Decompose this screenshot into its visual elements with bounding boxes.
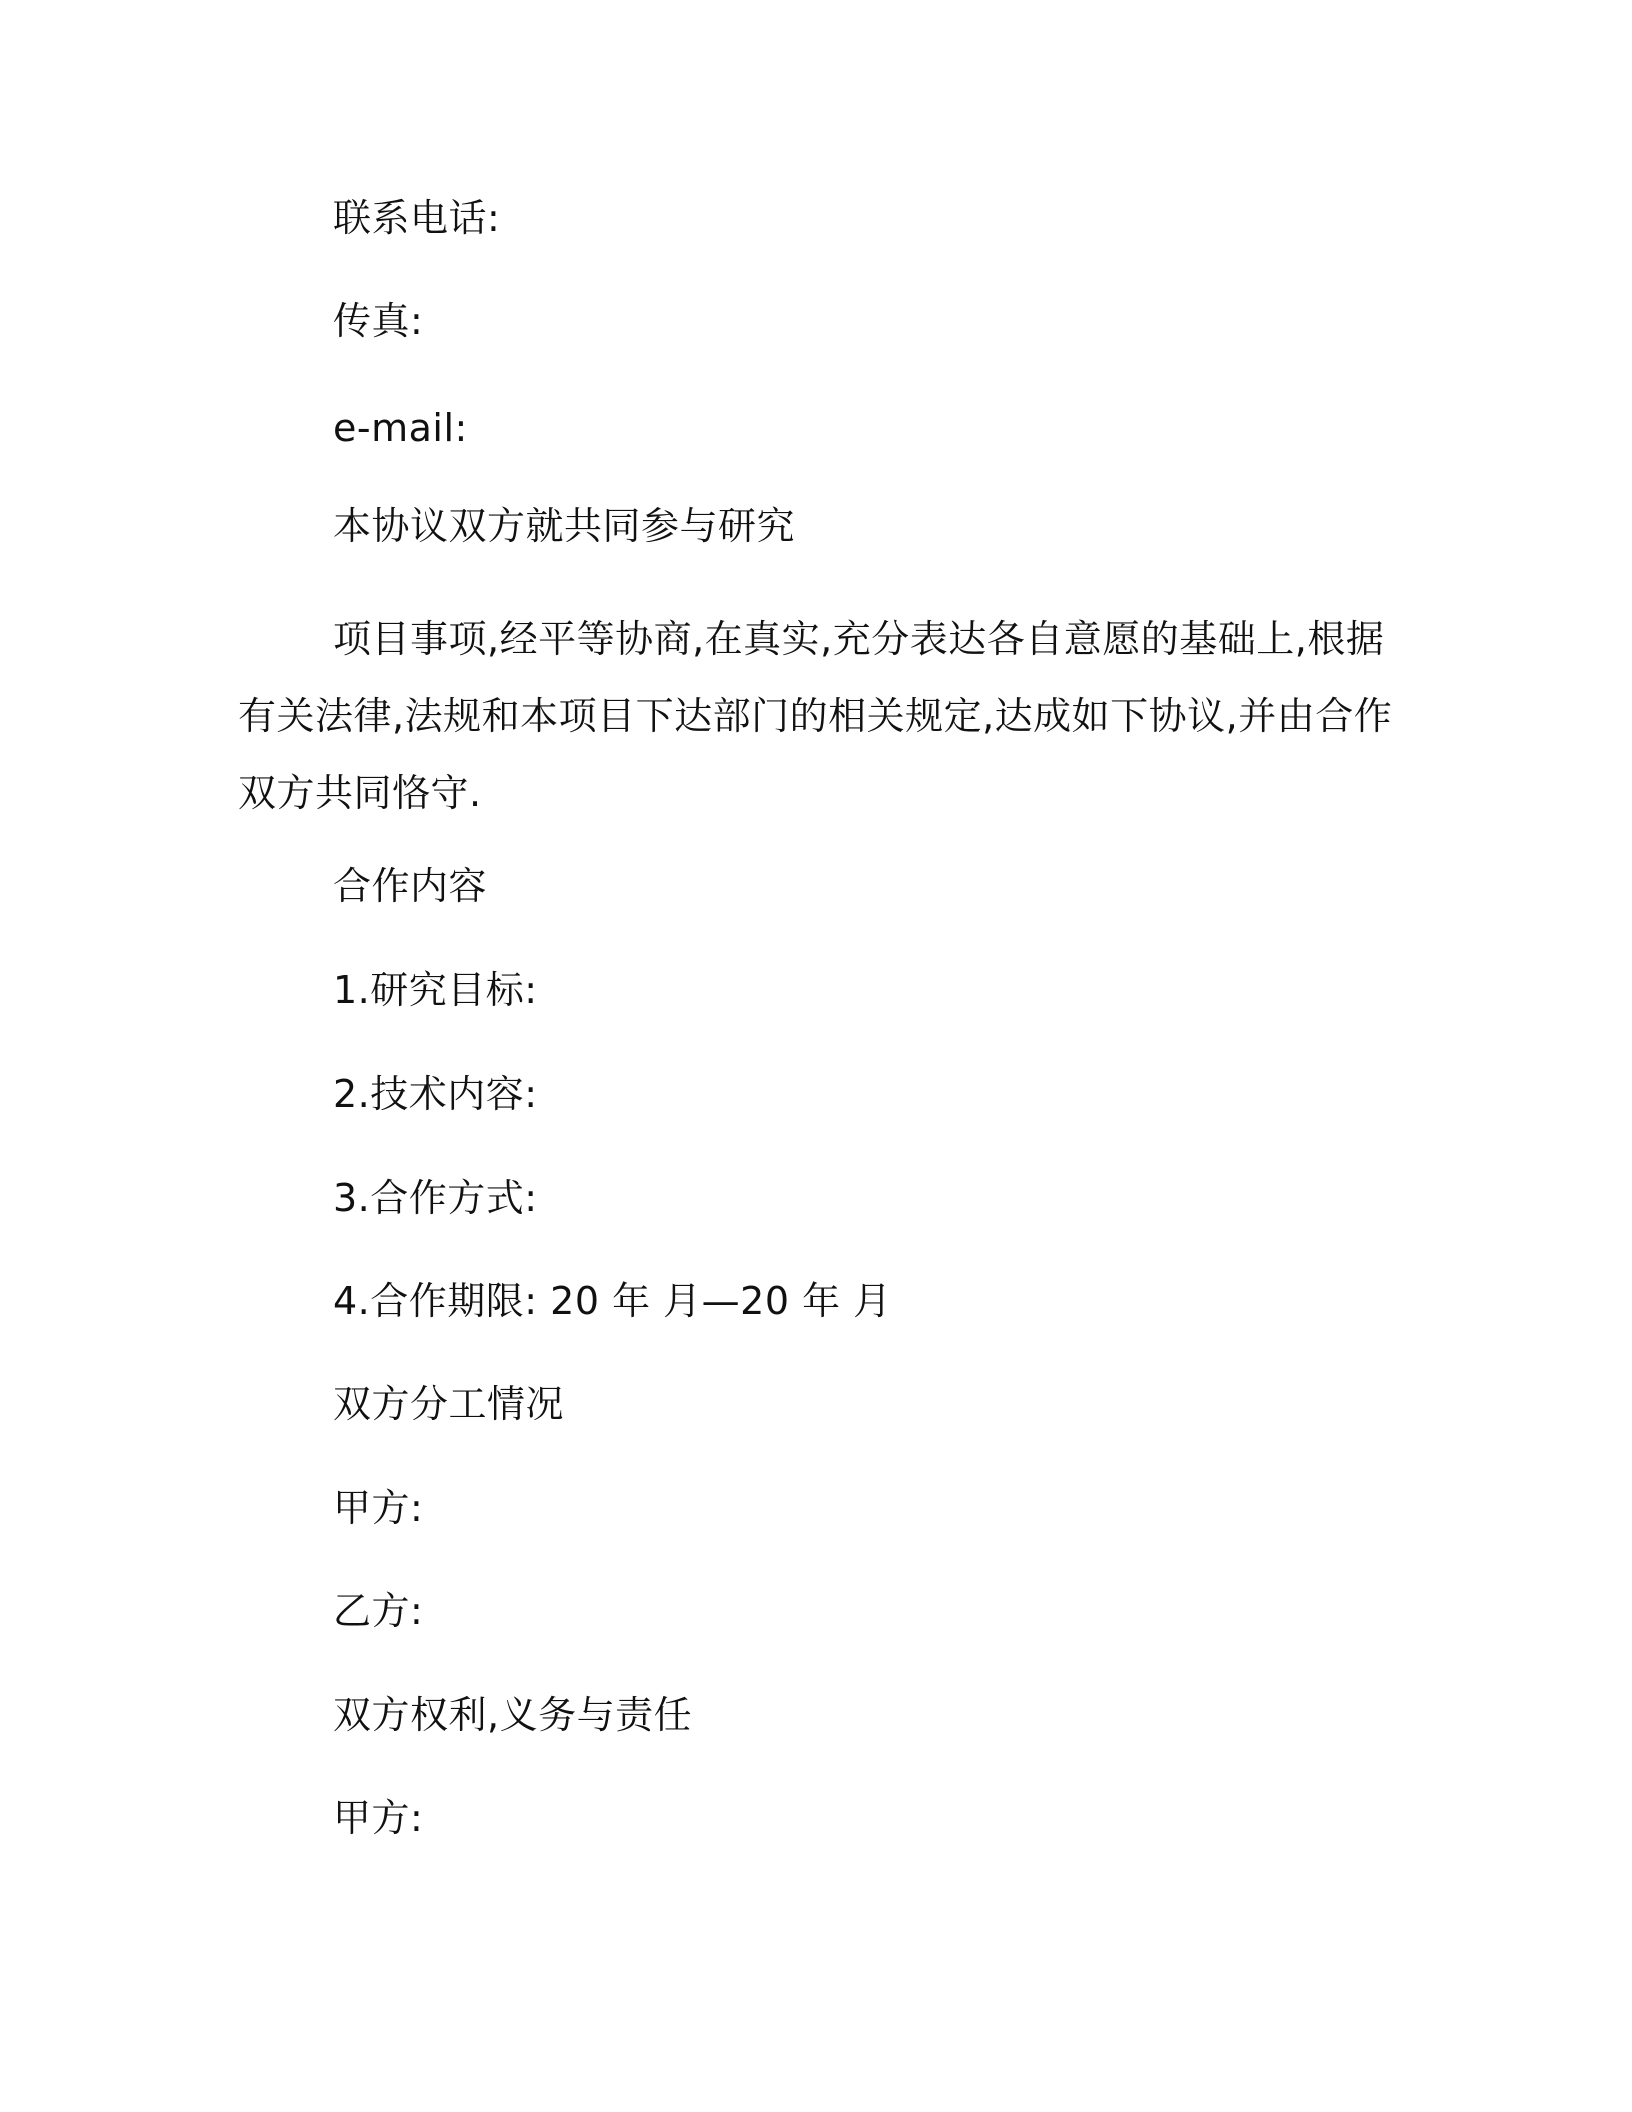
intro-paragraph: 项目事项,经平等协商,在真实,充分表达各自意愿的基础上,根据有关法律,法规和本项目下达部门的相关规定,达成如下协议,并由合作双方共同恪守.: [238, 617, 1393, 815]
item-cooperation-period: 4.合作期限: 20 年 月—20 年 月: [333, 1279, 892, 1323]
party-a-label: 甲方:: [333, 1486, 424, 1530]
email-label: e-mail:: [333, 406, 468, 450]
contact-phone-label: 联系电话:: [333, 196, 501, 240]
party-b-label: 乙方:: [333, 1589, 424, 1633]
intro-line: 本协议双方就共同参与研究: [333, 504, 796, 548]
item-research-goal: 1.研究目标:: [333, 968, 538, 1012]
party-a-rights-label: 甲方:: [333, 1796, 424, 1840]
cooperation-heading: 合作内容: [333, 864, 488, 908]
division-heading: 双方分工情况: [333, 1382, 565, 1426]
item-technical-content: 2.技术内容:: [333, 1072, 538, 1116]
rights-heading: 双方权利,义务与责任: [333, 1693, 693, 1737]
item-cooperation-method: 3.合作方式:: [333, 1176, 538, 1220]
fax-label: 传真:: [333, 299, 424, 343]
